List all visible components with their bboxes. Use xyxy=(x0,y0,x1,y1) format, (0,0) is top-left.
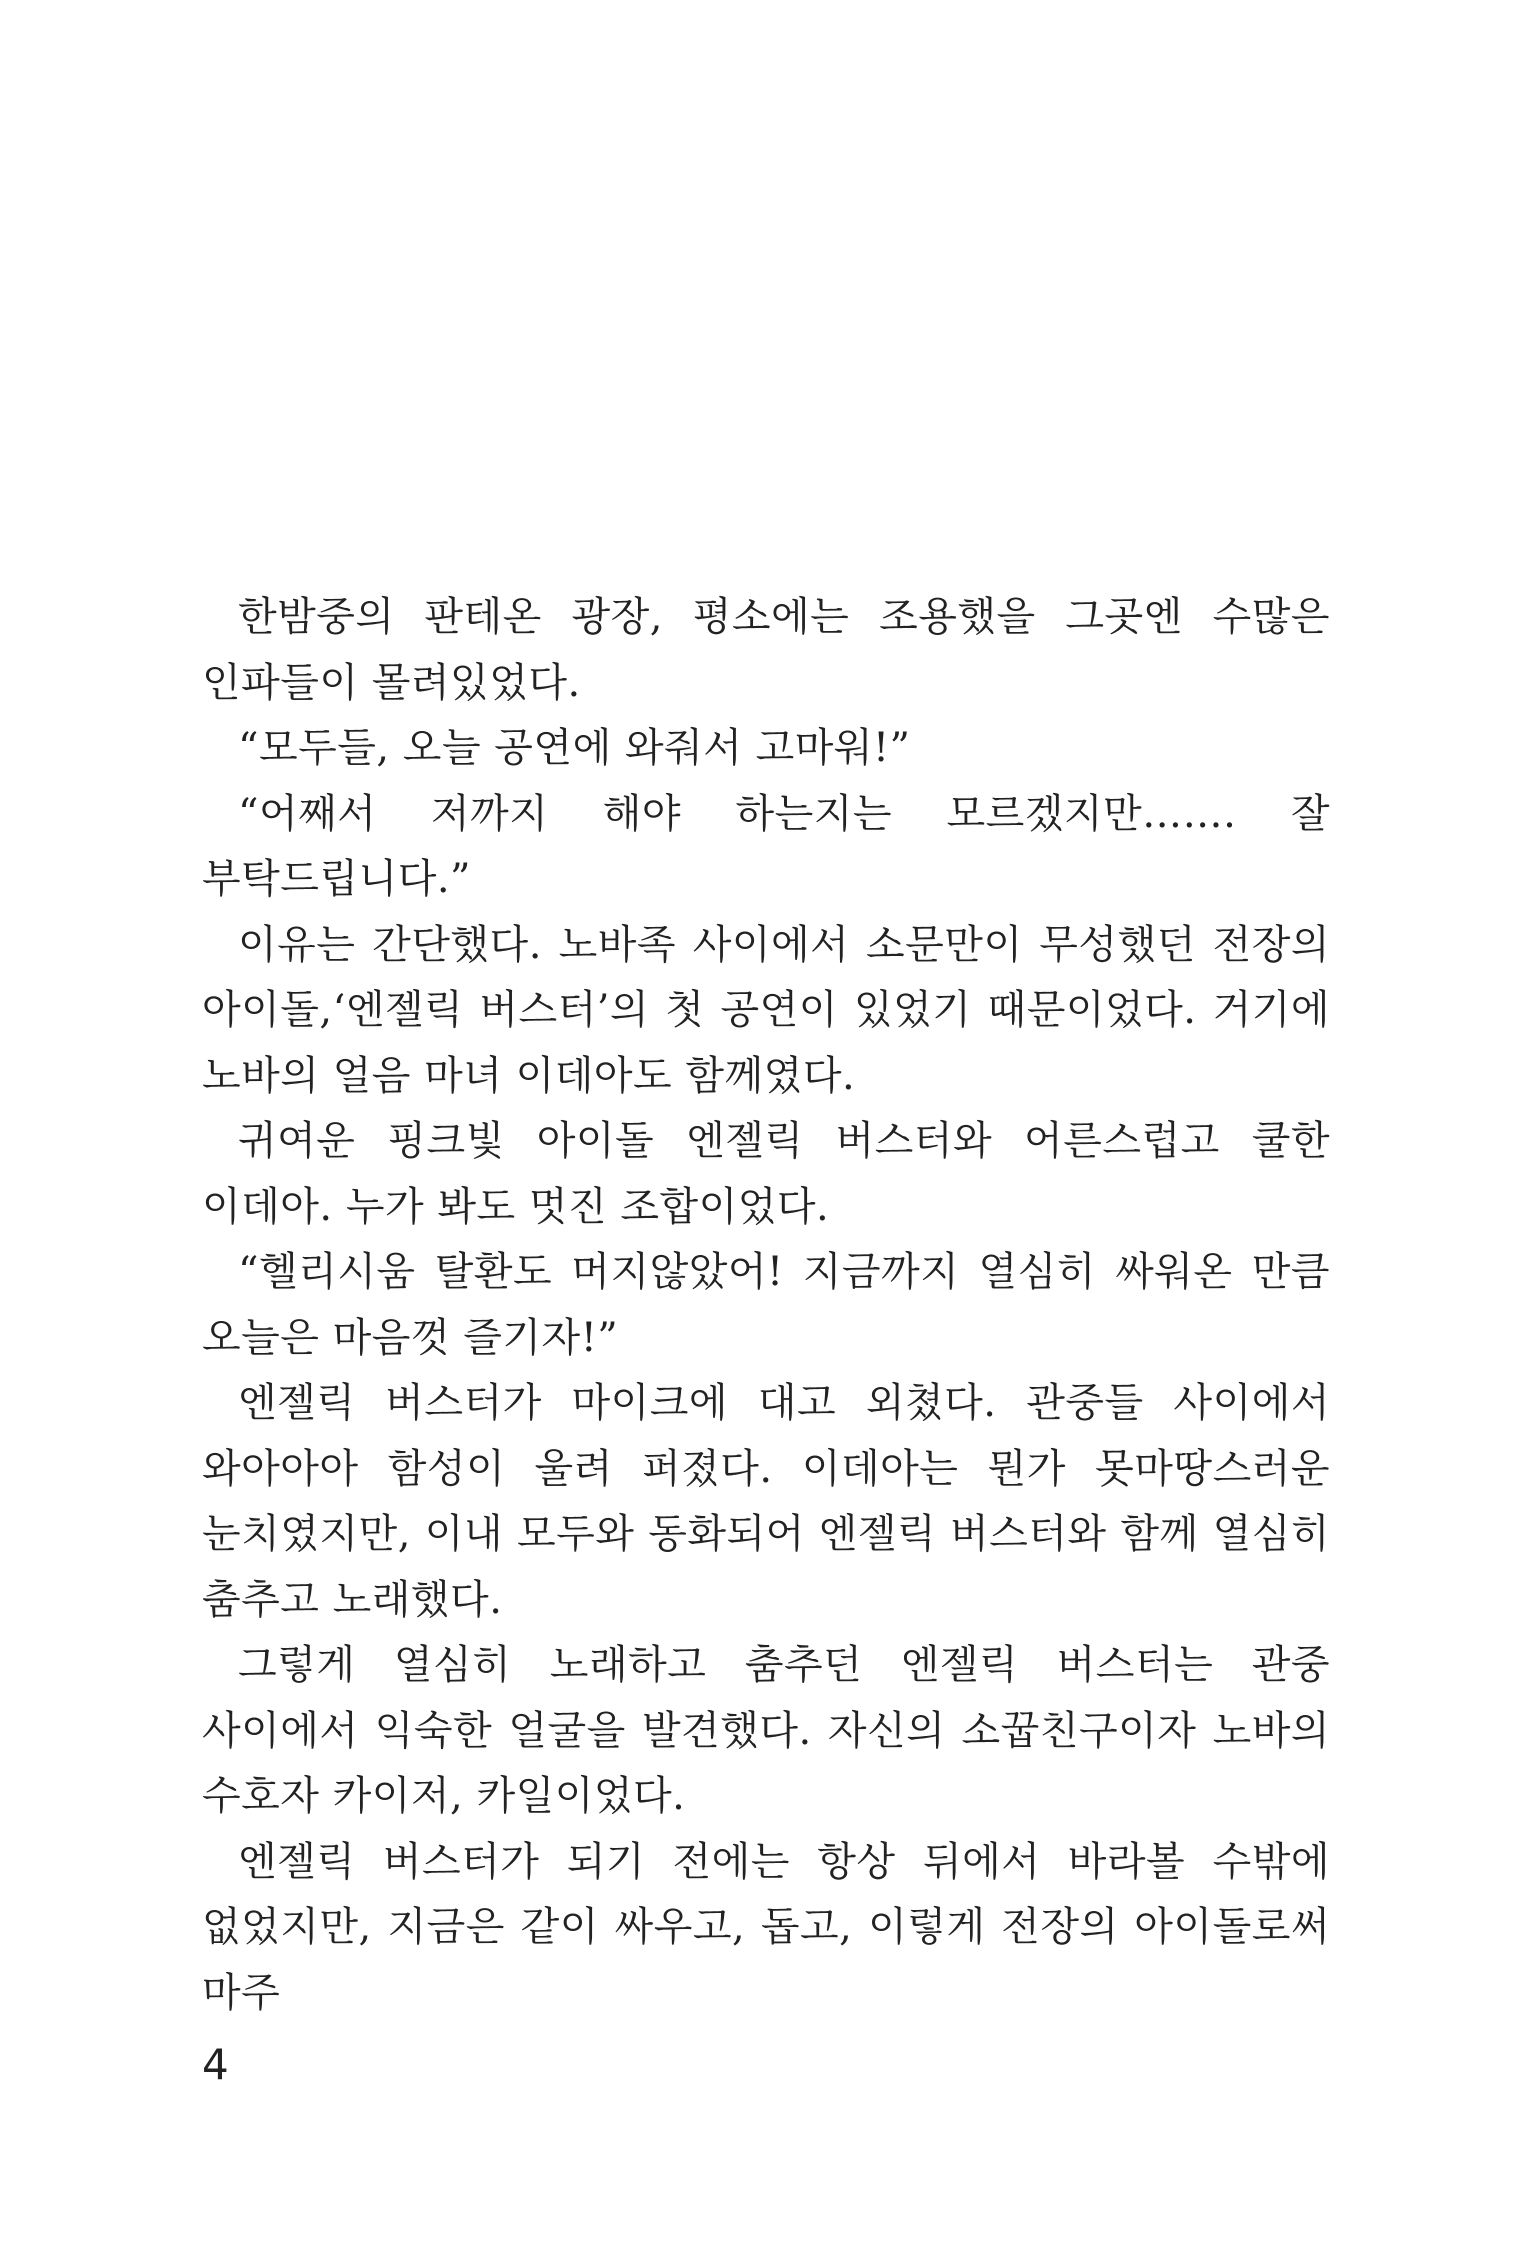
paragraph: “모두들, 오늘 공연에 와줘서 고마워!” xyxy=(238,725,911,771)
page-number: 4 xyxy=(202,2040,229,2089)
body-text xyxy=(202,585,1330,2026)
paragraph: 귀여운 핑크빛 아이돌 엔젤릭 버스터와 어른스럽고 쿨한 이데아. 누가 봐도 멋진 조합이었다. xyxy=(202,1118,1330,1230)
paragraph: “어째서 저까지 해야 하는지는 모르겠지만……. 잘 부탁드립니다.” xyxy=(202,790,1330,902)
paragraph: 엔젤릭 버스터가 마이크에 대고 외쳤다. 관중들 사이에서 와아아아 함성이 울려 퍼졌다. 이데아는 뭔가 못마땅스러운 눈치였지만, 이내 모두와 동화되어 엔젤릭 버스터와 함께 열심히 춤추고 노래했다. xyxy=(202,1380,1330,1623)
paragraph: “헬리시움 탈환도 머지않았어! 지금까지 열심히 싸워온 만큼 오늘은 마음껏 즐기자!” xyxy=(202,1249,1330,1361)
paragraph: 이유는 간단했다. 노바족 사이에서 소문만이 무성했던 전장의 아이돌,‘엔젤릭 버스터’의 첫 공연이 있었기 때문이었다. 거기에 노바의 얼음 마녀 이데아도 함께였다. xyxy=(202,921,1330,1099)
paragraph: 한밤중의 판테온 광장, 평소에는 조용했을 그곳엔 수많은 인파들이 몰려있었다. xyxy=(202,594,1330,706)
paragraph: 엔젤릭 버스터가 되기 전에는 항상 뒤에서 바라볼 수밖에 없었지만, 지금은 같이 싸우고, 돕고, 이렇게 전장의 아이돌로써 마주 xyxy=(202,1838,1330,2016)
paragraph: 그렇게 열심히 노래하고 춤추던 엔젤릭 버스터는 관중 사이에서 익숙한 얼굴을 발견했다. 자신의 소꿉친구이자 노바의 수호자 카이저, 카일이었다. xyxy=(202,1642,1330,1819)
